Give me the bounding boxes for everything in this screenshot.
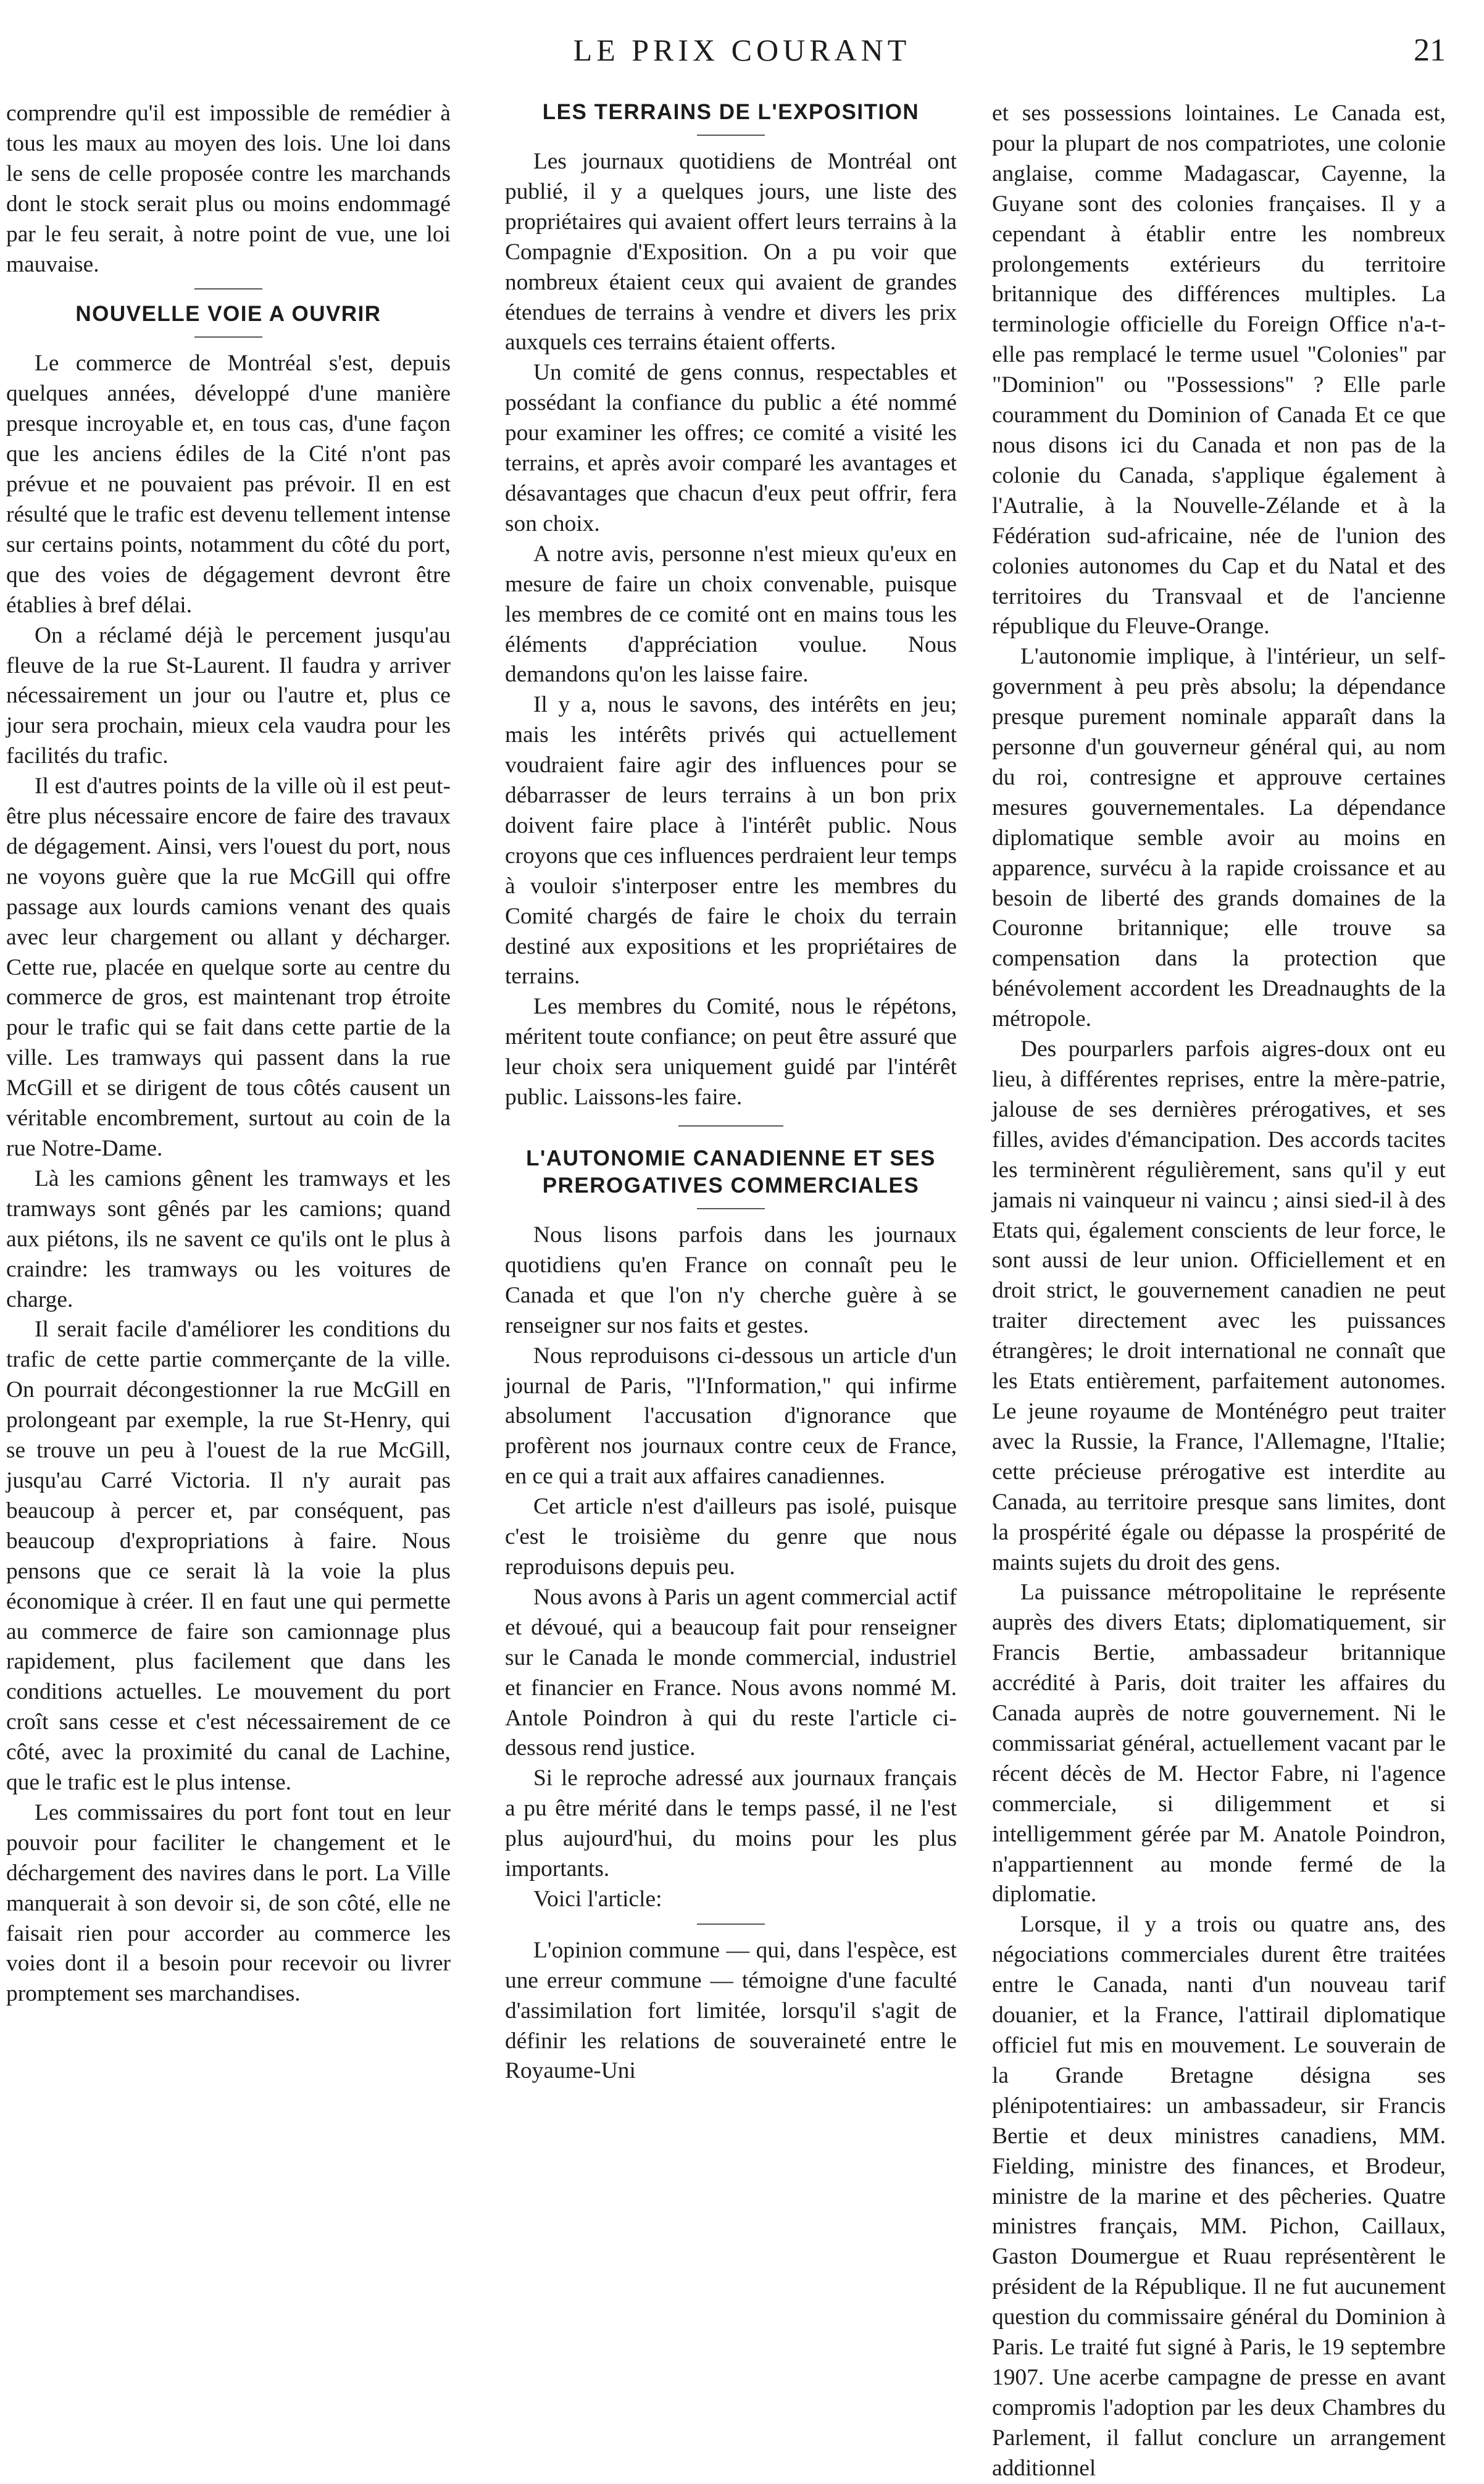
paragraph: Les journaux quotidiens de Montréal ont publié, il y a quelques jours, une liste des propriétaires qui avaient offert leurs terrains à la Compagnie d'Exposition. On a pu voir que nombreux étaient ceux qui avaient de grandes étendues de terrains à vendre et divers les prix auxquels ces terrains étaient offerts.	[505, 149, 957, 356]
paragraph: Il est d'autres points de la ville où il est peut-être plus nécessaire encore de faire des travaux de dégagement. Ainsi, vers l'ouest du port, nous ne voyons guère que la rue McGill qui offre passage aux lourds camions venant des quais avec leur chargement ou allant y décharger. Cette rue, placée en quelque sorte au centre du commerce de gros, est maintenant trop étroite pour le trafic qui se fait dans cette partie de la ville. Les tramways qui passent dans la rue McGill et se dirigent de tous côtés causent un véritable encombrement, surtout au coin de la rue Notre-Dame.	[6, 773, 451, 1161]
section-title: LES TERRAINS DE L'EXPOSITION	[542, 100, 920, 124]
paragraph: Des pourparlers parfois aigres-doux ont eu lieu, à différentes reprises, entre la mère-patrie, jalouse de ses dernières prérogatives, et ses filles, avides d'émancipation. Des accords tacites les terminèrent régulièrement, sans qu'il y eut jamais ni vainqueur ni vaincu ; ainsi sied-il à des Etats qui, également conscients de leur force, le sont aussi de leur union. Officiellement et en droit strict, le gouvernement canadien ne peut traiter directement avec les puissances étrangères; le droit international ne connaît que les Etats entièrement, parfaitement autonomes. Le jeune royaume de Monténégro peut traiter avec la Russie, la France, l'Allemagne, l'Italie; cette précieuse prérogative est interdite au Canada, au territoire presque sans limites, dont la prospérité égale ou dépasse la prospérité de maints sujets du droit des gens.	[992, 1036, 1446, 1575]
paragraph: Le commerce de Montréal s'est, depuis quelques années, développé d'une manière presque incroyable et, en tous cas, d'une façon que les anciens édiles de la Cité n'ont pas prévue et ne pouvaient pas prévoir. Il en est résulté que le trafic est devenu tellement intense sur certains points, notamment du côté du port, que des voies de dégagement devront être établies à bref délai.	[6, 351, 451, 618]
paragraph: L'opinion commune — qui, dans l'espèce, est une erreur commune — témoigne d'une faculté d'assimilation fort limitée, lorsqu'il s'agit de définir les relations de souveraineté entre le Royaume-Uni	[505, 1937, 957, 2084]
divider	[678, 1125, 783, 1127]
divider	[697, 1923, 765, 1925]
column-left	[6, 99, 451, 2009]
paragraph: On a réclamé déjà le percement jusqu'au fleuve de la rue St-Laurent. Il faudra y arriver nécessairement un jour ou l'autre et, plus ce jour sera prochain, mieux cela vaudra pour les facilités du trafic.	[6, 622, 451, 769]
paragraph: Les commissaires du port font tout en leur pouvoir pour faciliter le changement et le déchargement des navires dans le port. La Ville manquerait à son devoir si, de son côté, elle ne faisait rien pour accorder au commerce les voies dont il a besoin pour recevoir ou livrer promptement ses marchandises.	[6, 1799, 451, 2007]
paragraph: et ses possessions lointaines. Le Canada est, pour la plupart de nos compatriotes, une colonie anglaise, comme Madagascar, Cayenne, la Guyane sont des colonies françaises. Il y a cependant à établir entre les nombreux prolongements extérieurs du territoire britannique des différences multiples. La terminologie officielle du Foreign Office n'a-t-elle pas remplacé le terme usuel "Colonies" par "Dominion" ou "Possessions" ? Elle parle couramment du Dominion of Canada Et ce que nous disons ici du Canada et non pas de la colonie du Canada, s'applique également à l'Autralie, à la Nouvelle-Zélande et à la Fédération sud-africaine, née de l'union des colonies autonomes du Cap et du Natal et des territoires du Transvaal et de l'ancienne république du Fleuve-Orange.	[992, 101, 1446, 640]
paragraph: Un comité de gens connus, respectables et possédant la confiance du public a été nommé pour examiner les offres; ce comité a visité les terrains, et après avoir comparé les avantages et désavantages que chacun d'eux peut offrir, fera son choix.	[505, 360, 957, 536]
paragraph: Il serait facile d'améliorer les conditions du trafic de cette partie commerçante de la ville. On pourrait décongestionner la rue McGill en prolongeant par exemple, la rue St-Henry, qui se trouve un peu à l'ouest de la rue McGill, jusqu'au Carré Victoria. Il n'y aurait pas beaucoup à percer et, par conséquent, pas beaucoup d'expropriations à faire. Nous pensons que ce serait là la voie la plus économique à créer. Il en faut une qui permette au commerce de faire son camionnage plus rapidement, plus facilement que dans les conditions actuelles. Le mouvement du port croît sans cesse et c'est nécessairement de ce côté, avec la proximité du canal de Lachine, que le trafic est le plus intense.	[6, 1317, 451, 1796]
divider	[697, 135, 765, 136]
divider	[194, 336, 262, 338]
divider	[194, 288, 262, 290]
paragraph: Nous lisons parfois dans les journaux quotidiens qu'en France on connaît peu le Canada et que l'on n'y cherche guère à se renseigner sur nos faits et gestes.	[505, 1222, 957, 1338]
paragraph: comprendre qu'il est impossible de remédier à tous les maux au moyen des lois. Une loi dans le sens de celle proposée contre les marchands dont le stock serait plus ou moins endommagé par le feu serait, à notre point de vue, une loi mauvaise.	[6, 101, 451, 277]
paragraph: Si le reproche adressé aux journaux français a pu être mérité dans le temps passé, il ne l'est plus aujourd'hui, du moins pour les plus importants.	[505, 1765, 957, 1882]
journal-title: LE PRIX COURANT	[573, 33, 911, 67]
paragraph: Les membres du Comité, nous le répétons, méritent toute confiance; on peut être assuré que leur choix sera uniquement guidé par l'intérêt public. Laissons-les faire.	[505, 994, 957, 1111]
paragraph: Lorsque, il y a trois ou quatre ans, des négociations commerciales durent être traitées entre le Canada, nanti d'un nouveau tarif douanier, et la France, l'attirail diplomatique officiel fut mis en mouvement. Le souverain de la Grande Bretagne désigna ses plénipotentiaires: un ambassadeur, sir Francis Bertie et deux ministres canadiens, MM. Fielding, ministre des finances, et Brodeur, ministre de la marine et des pêcheries. Quatre ministres français, MM. Pichon, Caillaux, Gaston Doumergue et Ruau représentèrent le président de la République. Il ne fut aucunement question du commissaire général du Dominion à Paris. Le traité fut signé à Paris, le 19 septembre 1907. Une acerbe campagne de presse en avant compromis l'adoption par les deux Chambres du Parlement, il fallut conclure un arrangement additionnel	[992, 1912, 1446, 2481]
divider	[697, 1208, 765, 1209]
paragraph: Là les camions gênent les tramways et les tramways sont gênés par les camions; quand aux piétons, ils ne savent ce qu'ils ont le plus à craindre: les tramways ou les voitures de charge.	[6, 1165, 451, 1312]
page-header	[0, 32, 1484, 81]
paragraph: Il y a, nous le savons, des intérêts en jeu; mais les intérêts privés qui actuellement voudraient faire agir des influences pour se débarrasser de leurs terrains à un bon prix doivent faire place à l'intérêt public. Nous croyons que ces influences perdraient leur temps à vouloir s'interposer entre les membres du Comité chargés de faire le choix du terrain destiné aux expositions et les propriétaires de terrains.	[505, 692, 957, 990]
paragraph: Nous avons à Paris un agent commercial actif et dévoué, qui a beaucoup fait pour renseigner sur le Canada le monde commercial, industriel et financier en France. Nous avons nommé M. Antole Poindron à qui du reste l'article ci-dessous rend justice.	[505, 1584, 957, 1761]
column-middle	[505, 99, 957, 2086]
section-title: L'AUTONOMIE CANADIENNE ET SES PREROGATIVES COMMERCIALES	[526, 1146, 936, 1198]
section-title: NOUVELLE VOIE A OUVRIR	[75, 302, 381, 327]
paragraph: L'autonomie implique, à l'intérieur, un self-government à peu près absolu; la dépendance presque purement nominale apparaît dans la personne d'un gouverneur général qui, au nom du roi, contresigne et approuve certaines mesures gouvernementales. La dépendance diplomatique semble avoir au moins en apparence, survécu à la rapide croissance et au besoin de liberté des grands domaines de la Couronne britannique; elle trouve sa compensation dans la protection que bénévolement accordent les Dreadnaughts de la métropole.	[992, 644, 1446, 1032]
paragraph: Cet article n'est d'ailleurs pas isolé, puisque c'est le troisième du genre que nous reproduisons depuis peu.	[505, 1494, 957, 1580]
column-right	[992, 99, 1446, 2484]
paragraph: A notre avis, personne n'est mieux qu'eux en mesure de faire un choix convenable, puisque les membres de ce comité ont en mains tous les éléments d'appréciation voulue. Nous demandons qu'on les laisse faire.	[505, 541, 957, 688]
paragraph: Voici l'article:	[533, 1886, 662, 1912]
paragraph: La puissance métropolitaine le représente auprès des divers Etats; diplomatiquement, sir Francis Bertie, ambassadeur britannique accrédité à Paris, doit traiter les affaires du Canada auprès de notre gouvernement. Ni le commissariat général, actuellement vacant par le récent décès de M. Hector Fabre, ni l'agence commerciale, si diligemment et si intelligemment gérée par M. Anatole Poindron, n'appartiennent au monde fermé de la diplomatie.	[992, 1580, 1446, 1907]
page-number: 21	[1414, 33, 1446, 68]
paragraph: Nous reproduisons ci-dessous un article d'un journal de Paris, "l'Information," qui infirme absolument l'accusation d'ignorance que profèrent nos journaux contre ceux de France, en ce qui a trait aux affaires canadiennes.	[505, 1343, 957, 1490]
